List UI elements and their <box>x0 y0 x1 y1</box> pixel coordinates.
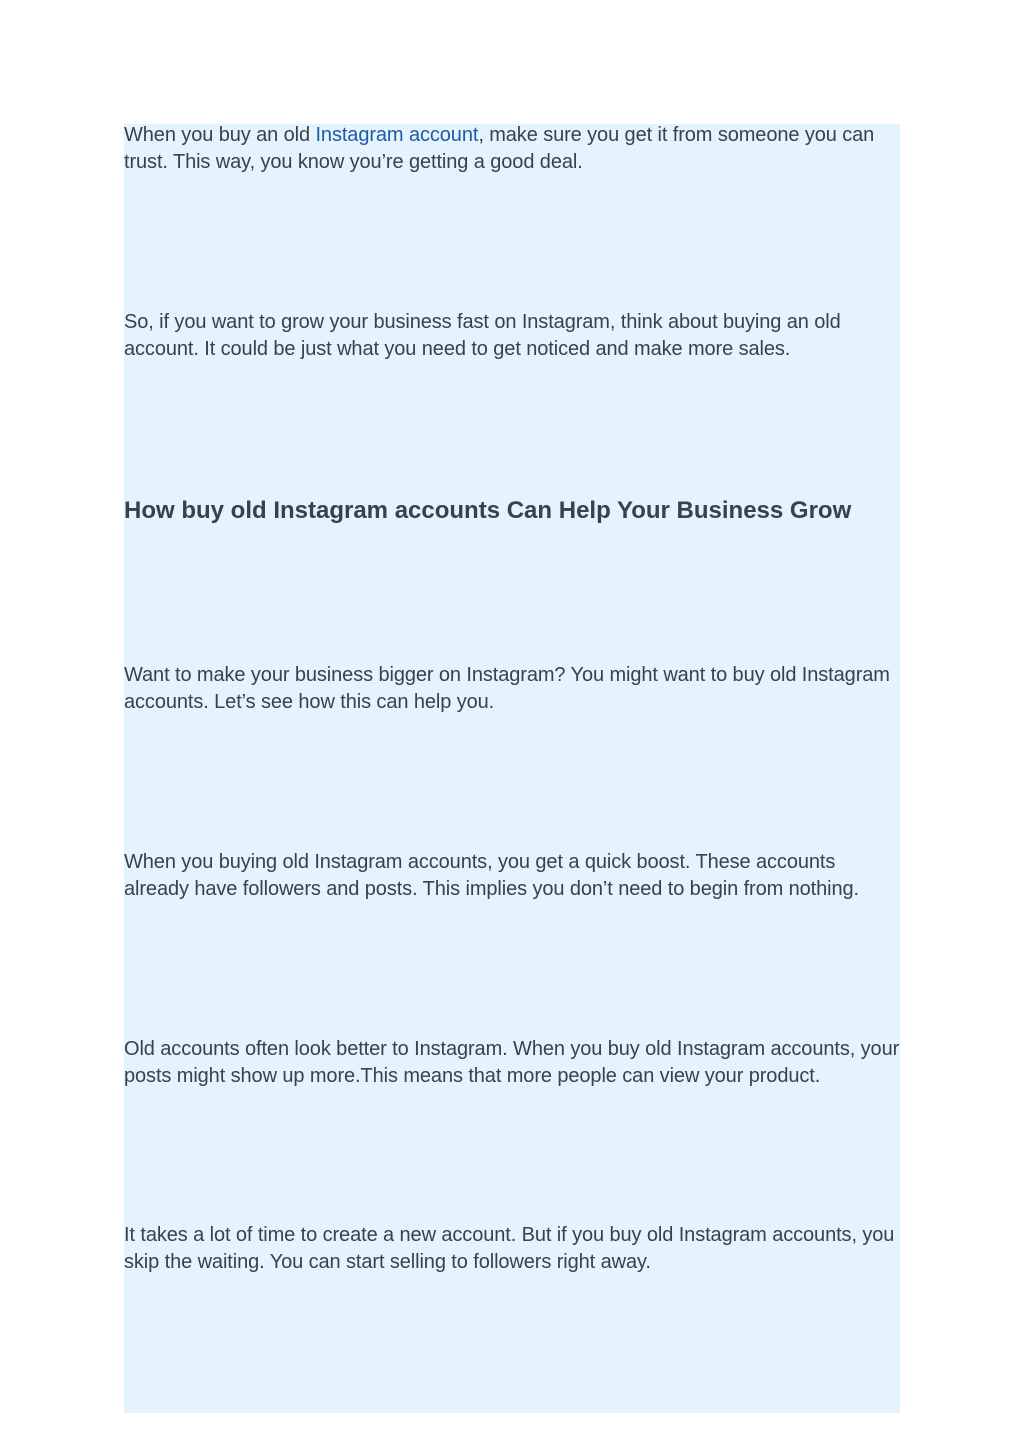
paragraph-quick-boost: When you buying old Instagram accounts, you get a quick boost. These accounts already have followers and posts. This implies you don’t need to begin from nothing. <box>124 851 859 900</box>
paragraph-make-business-bigger: Want to make your business bigger on Instagram? You might want to buy old Instagram accounts. Let’s see how this can help you. <box>124 664 890 713</box>
section-heading: How buy old Instagram accounts Can Help Your Business Grow <box>124 497 852 524</box>
paragraph-grow-business: So, if you want to grow your business fast on Instagram, think about buying an old account. It could be just what you need to get noticed and make more sales. <box>124 311 841 360</box>
paragraph-old-accounts-look-better: Old accounts often look better to Instagram. When you buy old Instagram accounts, your posts might show up more.This means that more people can view your product. <box>124 1038 900 1087</box>
paragraph-buy-old-account <box>124 122 900 176</box>
paragraph-text-after-link: , make sure you get it from someone you can trust. This way, you know you’re getting a good deal. <box>124 124 875 173</box>
instagram-account-link[interactable]: Instagram account <box>315 124 479 146</box>
paragraph-text-before-link: When you buy an old <box>124 124 316 146</box>
paragraph-skip-waiting: It takes a lot of time to create a new account. But if you buy old Instagram accounts, you skip the waiting. You can start selling to followers right away. <box>124 1224 895 1273</box>
